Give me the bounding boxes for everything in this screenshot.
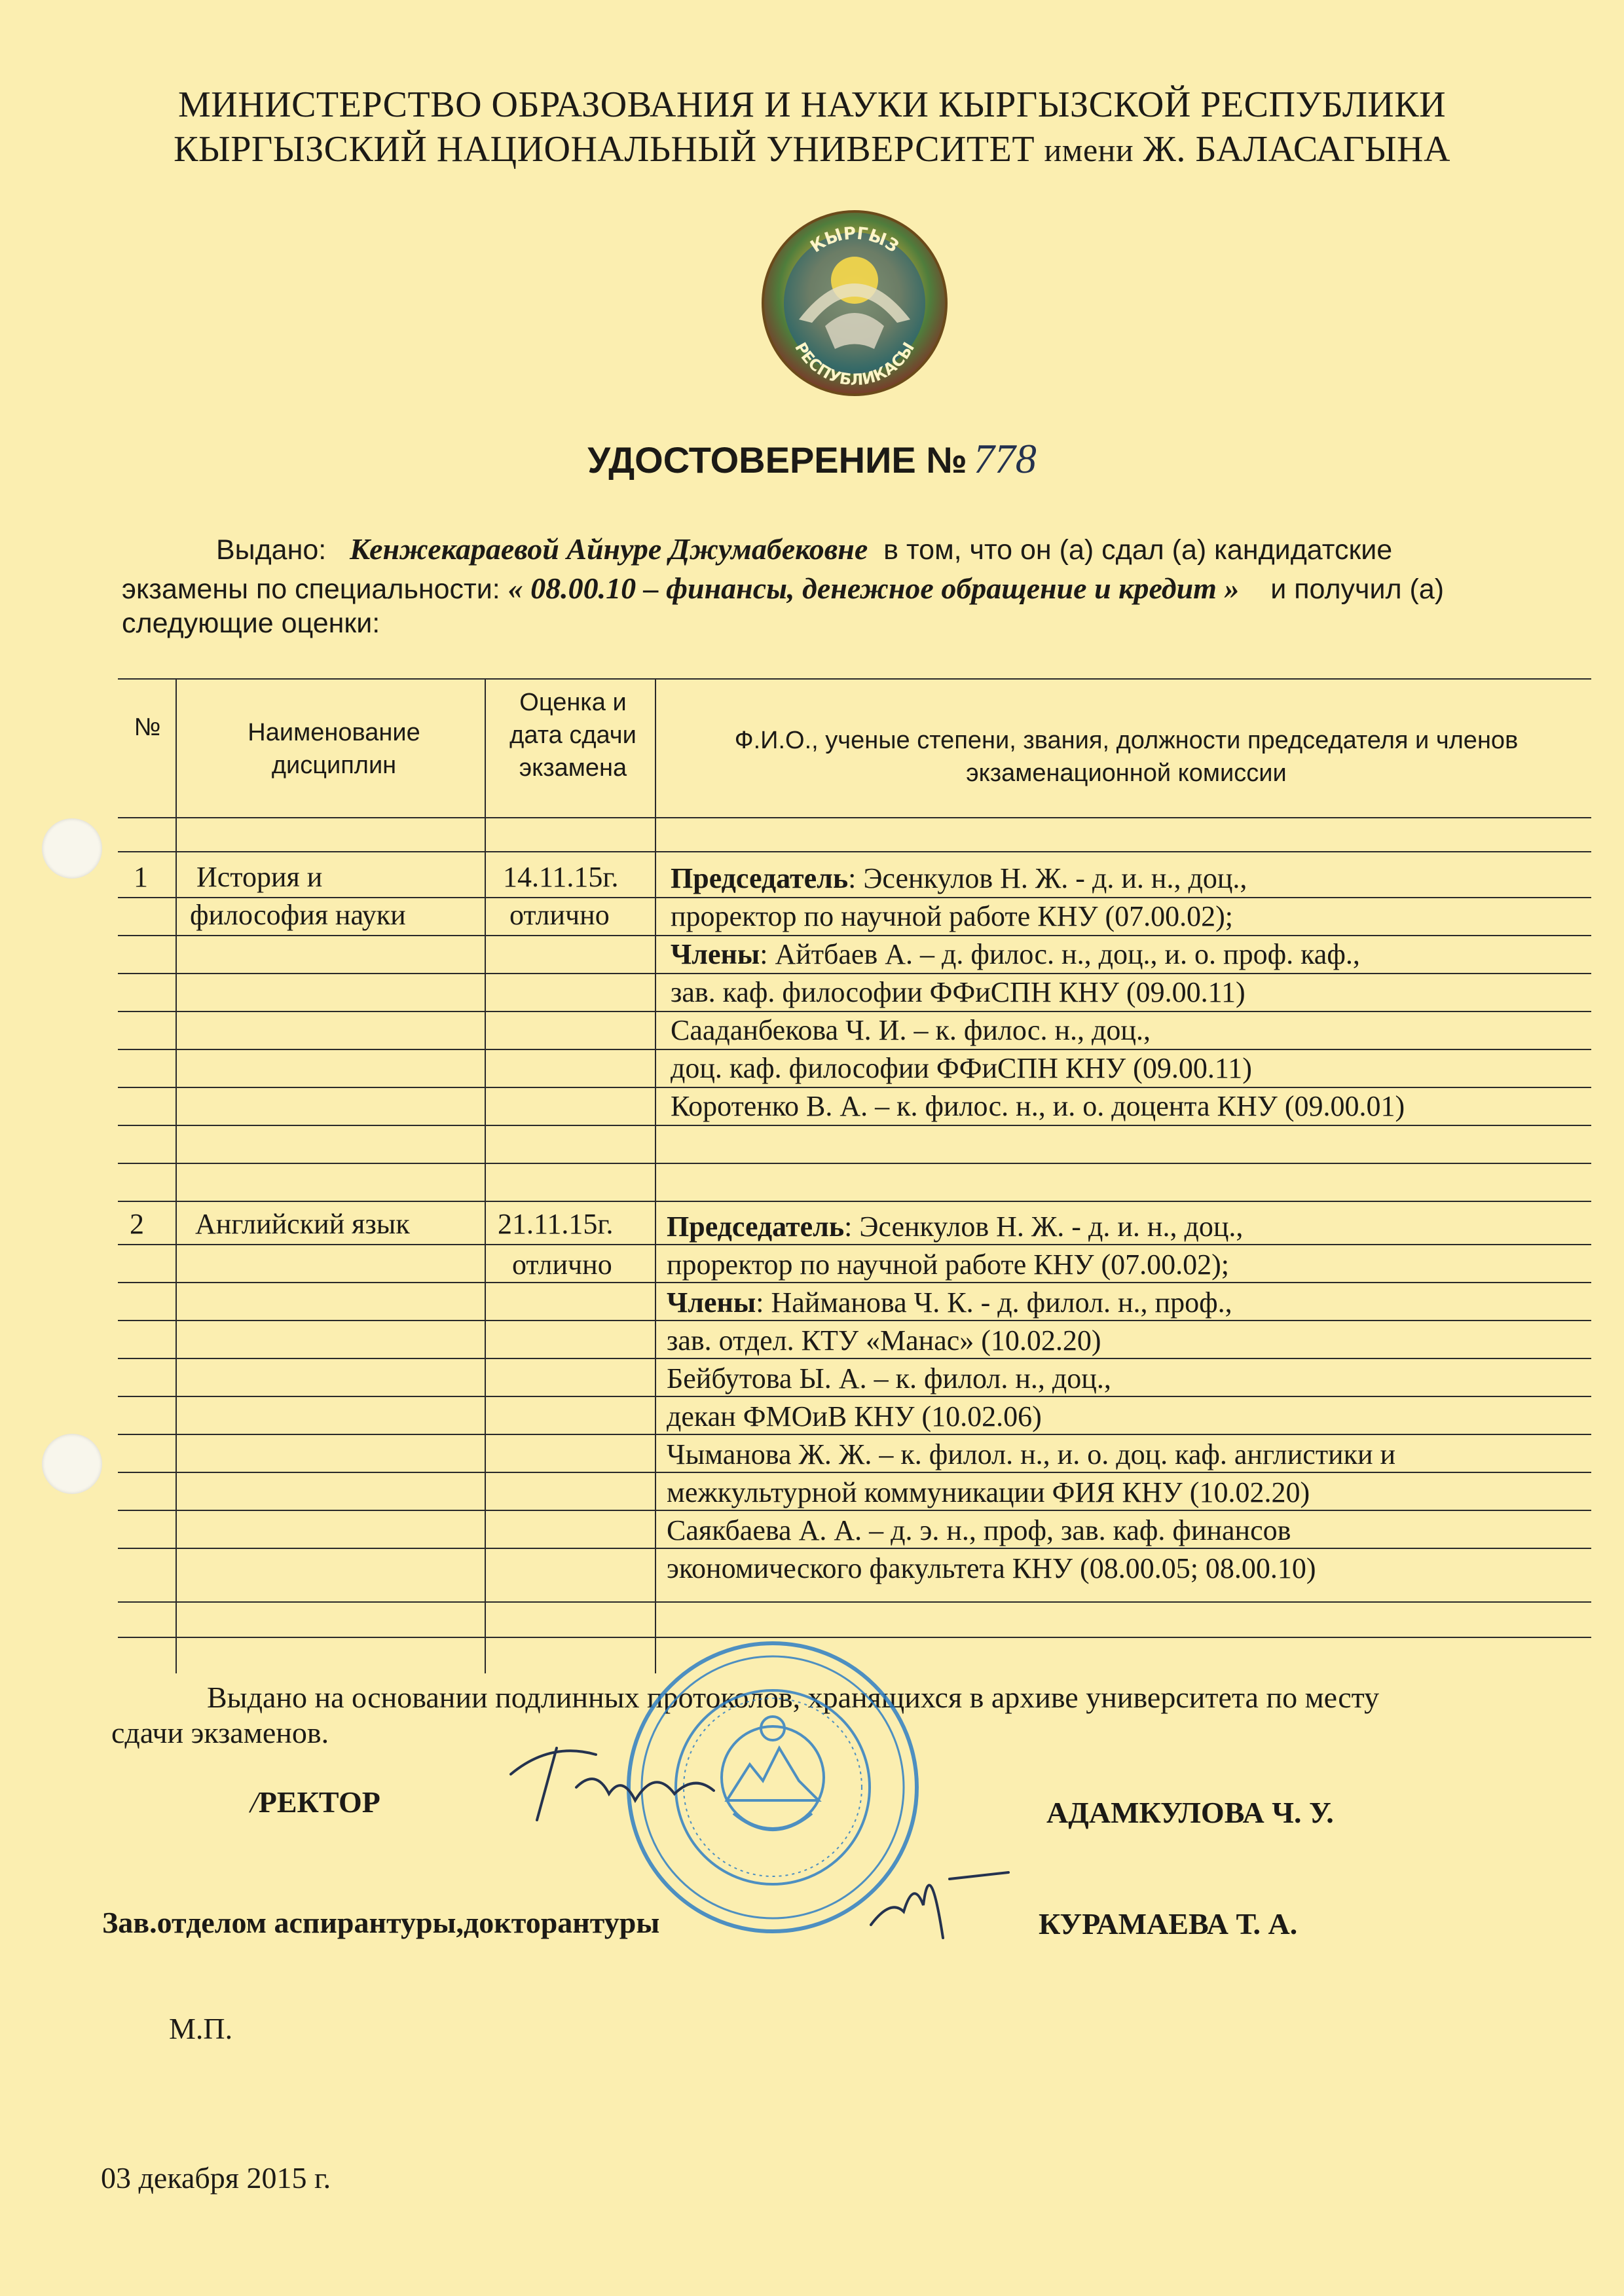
- exam1-member-4: доц. каф. философии ФФиСПН КНУ (09.00.11): [671, 1052, 1252, 1084]
- table-line: [118, 817, 1591, 818]
- exam1-members-label: Члены: [671, 938, 760, 970]
- certificate-title: [0, 435, 1624, 483]
- exam1-member-5: Коротенко В. А. – к. филос. н., и. о. доцента КНУ (09.00.01): [671, 1090, 1405, 1122]
- exam1-date: 14.11.15г.: [503, 861, 619, 893]
- emblem-top-text: КЫРГЫЗ: [807, 223, 902, 257]
- exam2-member-4: декан ФМОиВ КНУ (10.02.06): [667, 1400, 1042, 1432]
- intro-line-2: [122, 571, 1444, 606]
- exam1-chair-label: Председатель: [671, 862, 849, 894]
- recipient-name: Кенжекараевой Айнуре Джумабековне: [350, 532, 868, 566]
- header-discipline: Наименование дисциплин: [248, 719, 420, 779]
- head-name: КУРАМАЕВА Т. А.: [1039, 1907, 1298, 1941]
- table-line: [118, 851, 1591, 852]
- table-line: [118, 1163, 1591, 1164]
- header-num: №: [134, 714, 161, 741]
- head-signature: [851, 1840, 1022, 1951]
- basis-line-1: Выдано на основании подлинных протоколов, хранящихся в архиве университета по месту: [207, 1681, 1380, 1714]
- rector-name: АДАМКУЛОВА Ч. У.: [1046, 1796, 1334, 1829]
- punch-hole-bottom: [42, 1434, 102, 1494]
- exam2-members-l1: [667, 1285, 1232, 1321]
- exam1-grade: отлично: [509, 899, 610, 931]
- intro-line-3: следующие оценки:: [122, 608, 380, 639]
- header-grade: Оценка и дата сдачи экзамена: [509, 689, 637, 782]
- exam2-member-3: Бейбутова Ы. А. – к. филол. н., доц.,: [667, 1362, 1111, 1394]
- exam2-member-5: Чыманова Ж. Ж. – к. филол. н., и. о. доц. каф. англистики и: [667, 1438, 1396, 1470]
- table-line: [118, 1125, 1591, 1126]
- table-line: [118, 1201, 1591, 1202]
- exam2-num: 2: [130, 1208, 144, 1240]
- exam1-chair-l1: [671, 860, 1247, 897]
- table-column-line: [485, 678, 486, 1673]
- exam2-member-7: Саякбаева А. А. – д. э. н., проф, зав. каф. финансов: [667, 1514, 1291, 1546]
- university-header: [0, 128, 1624, 170]
- exam2-chair-l1: [667, 1209, 1243, 1245]
- exam1-member-3: Сааданбекова Ч. И. – к. филос. н., доц.,: [671, 1014, 1151, 1046]
- header-commission: Ф.И.О., ученые степени, звания, должности председателя и членов экзаменационной комиссии: [734, 727, 1519, 787]
- intro-text-2-end: и получил (а): [1270, 574, 1445, 605]
- exam2-member-2: зав. отдел. КТУ «Манас» (10.02.20): [667, 1324, 1101, 1357]
- exam2-date: 21.11.15г.: [498, 1208, 614, 1240]
- rector-label: [250, 1785, 380, 1819]
- state-emblem: [760, 208, 950, 398]
- exam2-discipline: Английский язык: [195, 1208, 410, 1240]
- exam1-num: 1: [134, 861, 148, 893]
- exam2-chair-l2: проректор по научной работе КНУ (07.00.02);: [667, 1248, 1230, 1281]
- table-line: [118, 678, 1591, 680]
- intro-text-2: экзамены по специальности:: [122, 574, 500, 605]
- rector-mark: /: [250, 1785, 259, 1819]
- table-column-line: [655, 678, 656, 1673]
- rector-signature: [498, 1728, 720, 1833]
- exam2-member-6: межкультурной коммуникации ФИЯ КНУ (10.02.20): [667, 1476, 1310, 1508]
- exam1-discipline-l2: философия науки: [190, 899, 406, 931]
- exam2-member-1: : Найманова Ч. К. - д. филол. н., проф.,: [756, 1286, 1232, 1319]
- exam1-member-1: : Айтбаев А. – д. филос. н., доц., и. о. проф. каф.,: [760, 938, 1360, 970]
- university-namesake: Ж. БАЛАСАГЫНА: [1134, 129, 1450, 170]
- table-column-line: [175, 678, 177, 1673]
- rector-label-text: РЕКТОР: [258, 1785, 380, 1819]
- certificate-number: 778: [973, 435, 1037, 482]
- university-imeni: имени: [1044, 132, 1134, 168]
- issued-label: Выдано:: [216, 534, 327, 566]
- exam2-members-label: Члены: [667, 1286, 756, 1319]
- exam1-member-2: зав. каф. философии ФФиСПН КНУ (09.00.11): [671, 976, 1246, 1008]
- punch-hole-top: [42, 818, 102, 879]
- exam1-discipline-l1: История и: [196, 861, 323, 893]
- table-line: [118, 1601, 1591, 1603]
- certificate-title-label: УДОСТОВЕРЕНИЕ №: [587, 439, 967, 481]
- ministry-header: МИНИСТЕРСТВО ОБРАЗОВАНИЯ И НАУКИ КЫРГЫЗСКОЙ РЕСПУБЛИКИ: [177, 84, 1447, 125]
- exam2-chair-label: Председатель: [667, 1211, 845, 1243]
- exam2-member-8: экономического факультета КНУ (08.00.05; 08.00.10): [667, 1552, 1316, 1584]
- university-name: КЫРГЫЗСКИЙ НАЦИОНАЛЬНЫЙ УНИВЕРСИТЕТ: [174, 129, 1044, 170]
- basis-line-2: сдачи экзаменов.: [111, 1716, 329, 1749]
- exam1-chair-l2: проректор по научной работе КНУ (07.00.02);: [671, 900, 1234, 932]
- exam1-members-l1: [671, 936, 1360, 973]
- exam2-grade: отлично: [512, 1248, 612, 1281]
- stamp-place-label: М.П.: [169, 2012, 233, 2045]
- intro-text-1: в том, что он (а) сдал (а) кандидатские: [883, 534, 1393, 566]
- head-label: Зав.отделом аспирантуры,докторантуры: [102, 1906, 660, 1939]
- issue-date: 03 декабря 2015 г.: [101, 2161, 331, 2195]
- exam1-chair-name: : Эсенкулов Н. Ж. - д. и. н., доц.,: [848, 862, 1247, 894]
- specialty: « 08.00.10 – финансы, денежное обращение и кредит »: [507, 572, 1240, 605]
- intro-line-1: [216, 532, 1392, 566]
- emblem-bottom-text: РЕСПУБЛИКАСЫ: [791, 338, 919, 390]
- exam2-chair-name: : Эсенкулов Н. Ж. - д. и. н., доц.,: [844, 1211, 1244, 1243]
